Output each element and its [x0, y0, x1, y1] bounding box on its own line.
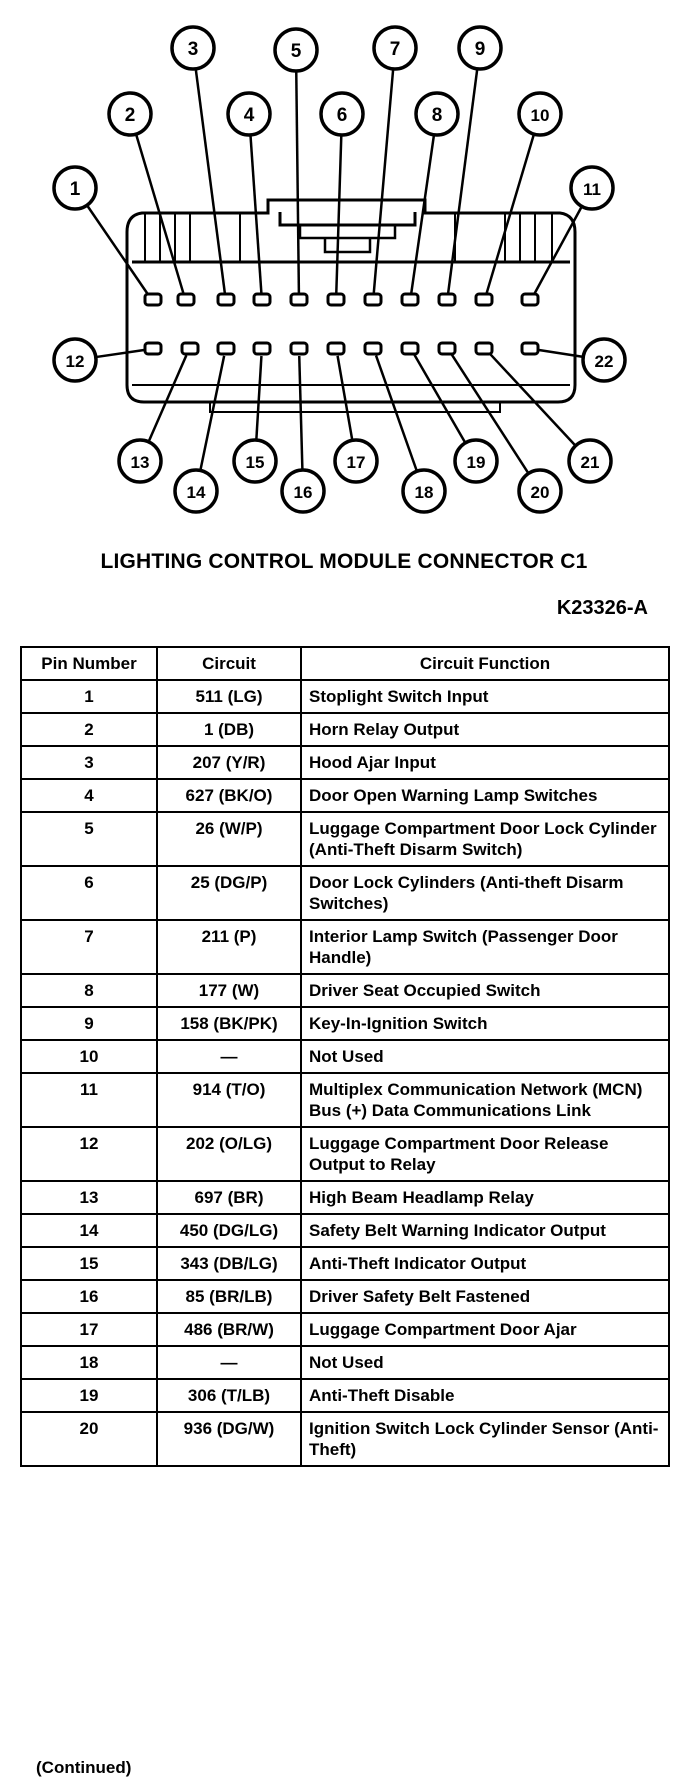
pin-terminal-11 [522, 294, 538, 305]
leader-line-19 [415, 355, 466, 443]
pin-number-cell: 19 [21, 1379, 157, 1412]
leader-line-3 [196, 69, 225, 293]
callout-label: 16 [293, 483, 313, 502]
callout-label: 18 [414, 483, 434, 502]
leader-line-22 [539, 350, 583, 357]
pin-terminal-18 [365, 343, 381, 354]
circuit-function-cell: Safety Belt Warning Indicator Output [301, 1214, 669, 1247]
pin-terminal-2 [178, 294, 194, 305]
pin-number-cell: 18 [21, 1346, 157, 1379]
circuit-function-cell: Key-In-Ignition Switch [301, 1007, 669, 1040]
pin-terminal-8 [402, 294, 418, 305]
callout-label: 15 [245, 453, 265, 472]
leader-line-15 [256, 356, 261, 440]
circuit-cell: 26 (W/P) [157, 812, 301, 866]
circuit-cell: 450 (DG/LG) [157, 1214, 301, 1247]
pin-number-cell: 2 [21, 713, 157, 746]
pin-terminal-12 [145, 343, 161, 354]
leader-line-5 [296, 71, 299, 293]
pin-terminal-19 [402, 343, 418, 354]
table-row [21, 1412, 669, 1466]
leader-line-17 [338, 356, 353, 440]
circuit-cell: 486 (BR/W) [157, 1313, 301, 1346]
continued-note: (Continued) [36, 1758, 132, 1777]
connector-pins [145, 294, 538, 354]
callout-label: 21 [580, 453, 600, 472]
callout-label: 9 [474, 39, 486, 60]
pin-terminal-15 [254, 343, 270, 354]
pin-number-cell: 6 [21, 866, 157, 920]
table-row [21, 974, 669, 1007]
table-row [21, 866, 669, 920]
callout-label: 17 [346, 453, 366, 472]
leader-line-1 [87, 205, 148, 294]
table-header-row [21, 647, 669, 680]
table-row [21, 920, 669, 974]
circuit-cell: — [157, 1040, 301, 1073]
table-row [21, 779, 669, 812]
circuit-function-cell: Driver Safety Belt Fastened [301, 1280, 669, 1313]
callout-label: 20 [530, 483, 550, 502]
circuit-cell: 343 (DB/LG) [157, 1247, 301, 1280]
pin-terminal-22 [522, 343, 538, 354]
pin-terminal-4 [254, 294, 270, 305]
table-row [21, 1379, 669, 1412]
circuit-function-cell: Luggage Compartment Door Ajar [301, 1313, 669, 1346]
pin-number-cell: 15 [21, 1247, 157, 1280]
circuit-cell: 211 (P) [157, 920, 301, 974]
table-row [21, 1073, 669, 1127]
callout-label: 19 [466, 453, 486, 472]
circuit-function-cell: Ignition Switch Lock Cylinder Sensor (Anti-Theft) [301, 1412, 669, 1466]
circuit-function-cell: Door Open Warning Lamp Switches [301, 779, 669, 812]
callout-label: 3 [187, 39, 199, 60]
callout-label: 5 [290, 41, 302, 62]
pin-number-cell: 5 [21, 812, 157, 866]
circuit-function-cell: Anti-Theft Disable [301, 1379, 669, 1412]
table-row [21, 1181, 669, 1214]
circuit-function-cell: Not Used [301, 1346, 669, 1379]
pin-number-cell: 13 [21, 1181, 157, 1214]
callout-label: 11 [583, 180, 601, 199]
callout-label: 12 [65, 352, 85, 371]
pin-table-body [21, 680, 669, 1466]
leader-line-6 [336, 135, 341, 293]
circuit-cell: 1 (DB) [157, 713, 301, 746]
callout-label: 14 [186, 483, 206, 502]
pin-number-cell: 10 [21, 1040, 157, 1073]
table-row [21, 1007, 669, 1040]
part-number: K23326-A [556, 597, 648, 619]
table-row [21, 746, 669, 779]
callout-label: 1 [69, 179, 81, 200]
pin-terminal-3 [218, 294, 234, 305]
callout-label: 8 [431, 105, 443, 126]
pin-number-cell: 4 [21, 779, 157, 812]
header-circuit-function: Circuit Function [301, 647, 669, 680]
callout-label: 7 [389, 39, 401, 60]
callout-label: 2 [124, 105, 136, 126]
circuit-cell: 85 (BR/LB) [157, 1280, 301, 1313]
callout-label: 6 [336, 105, 348, 126]
circuit-cell: — [157, 1346, 301, 1379]
callout-label: 13 [130, 453, 150, 472]
circuit-function-cell: Driver Seat Occupied Switch [301, 974, 669, 1007]
pin-terminal-16 [291, 343, 307, 354]
pin-number-cell: 16 [21, 1280, 157, 1313]
pin-number-cell: 7 [21, 920, 157, 974]
leader-line-13 [149, 355, 187, 441]
table-row [21, 1214, 669, 1247]
pin-terminal-7 [365, 294, 381, 305]
table-row [21, 680, 669, 713]
table-row [21, 1280, 669, 1313]
pin-number-cell: 9 [21, 1007, 157, 1040]
table-row [21, 1040, 669, 1073]
pin-terminal-14 [218, 343, 234, 354]
leader-line-16 [299, 356, 302, 470]
circuit-cell: 202 (O/LG) [157, 1127, 301, 1181]
circuit-function-cell: Anti-Theft Indicator Output [301, 1247, 669, 1280]
pin-terminal-20 [439, 343, 455, 354]
circuit-cell: 207 (Y/R) [157, 746, 301, 779]
pin-terminal-6 [328, 294, 344, 305]
circuit-cell: 25 (DG/P) [157, 866, 301, 920]
pin-number-cell: 12 [21, 1127, 157, 1181]
table-row [21, 1127, 669, 1181]
circuit-cell: 627 (BK/O) [157, 779, 301, 812]
pin-number-cell: 17 [21, 1313, 157, 1346]
pin-number-cell: 14 [21, 1214, 157, 1247]
pin-terminal-5 [291, 294, 307, 305]
pin-terminal-21 [476, 343, 492, 354]
leader-line-14 [200, 356, 224, 471]
circuit-cell: 914 (T/O) [157, 1073, 301, 1127]
circuit-cell: 697 (BR) [157, 1181, 301, 1214]
circuit-function-cell: Interior Lamp Switch (Passenger Door Handle) [301, 920, 669, 974]
pin-number-cell: 3 [21, 746, 157, 779]
diagram-title: LIGHTING CONTROL MODULE CONNECTOR C1 [100, 550, 588, 573]
pin-table [20, 646, 670, 1467]
circuit-cell: 158 (BK/PK) [157, 1007, 301, 1040]
header-circuit: Circuit [157, 647, 301, 680]
circuit-function-cell: Not Used [301, 1040, 669, 1073]
connector-body [127, 200, 575, 412]
circuit-function-cell: High Beam Headlamp Relay [301, 1181, 669, 1214]
circuit-function-cell: Horn Relay Output [301, 713, 669, 746]
callout-label: 10 [530, 106, 550, 125]
circuit-cell: 306 (T/LB) [157, 1379, 301, 1412]
leader-line-7 [374, 69, 393, 293]
table-row [21, 1346, 669, 1379]
circuit-function-cell: Door Lock Cylinders (Anti-theft Disarm Switches) [301, 866, 669, 920]
circuit-function-cell: Luggage Compartment Door Lock Cylinder (Anti-Theft Disarm Switch) [301, 812, 669, 866]
callout-circles [54, 27, 625, 512]
table-row [21, 1313, 669, 1346]
circuit-function-cell: Stoplight Switch Input [301, 680, 669, 713]
leader-line-12 [96, 350, 144, 357]
circuit-function-cell: Hood Ajar Input [301, 746, 669, 779]
pin-terminal-9 [439, 294, 455, 305]
leader-line-18 [376, 356, 417, 472]
connector-diagram [0, 0, 688, 545]
table-row [21, 713, 669, 746]
circuit-cell: 511 (LG) [157, 680, 301, 713]
pin-terminal-17 [328, 343, 344, 354]
pin-number-cell: 1 [21, 680, 157, 713]
circuit-function-cell: Luggage Compartment Door Release Output to Relay [301, 1127, 669, 1181]
table-row [21, 1247, 669, 1280]
circuit-function-cell: Multiplex Communication Network (MCN) Bus (+) Data Communications Link [301, 1073, 669, 1127]
pin-number-cell: 8 [21, 974, 157, 1007]
pin-terminal-13 [182, 343, 198, 354]
pin-number-cell: 20 [21, 1412, 157, 1466]
circuit-cell: 936 (DG/W) [157, 1412, 301, 1466]
table-row [21, 812, 669, 866]
callout-label: 4 [243, 105, 255, 126]
pin-terminal-1 [145, 294, 161, 305]
header-pin-number: Pin Number [21, 647, 157, 680]
circuit-cell: 177 (W) [157, 974, 301, 1007]
pin-terminal-10 [476, 294, 492, 305]
callout-label: 22 [594, 352, 614, 371]
pin-number-cell: 11 [21, 1073, 157, 1127]
